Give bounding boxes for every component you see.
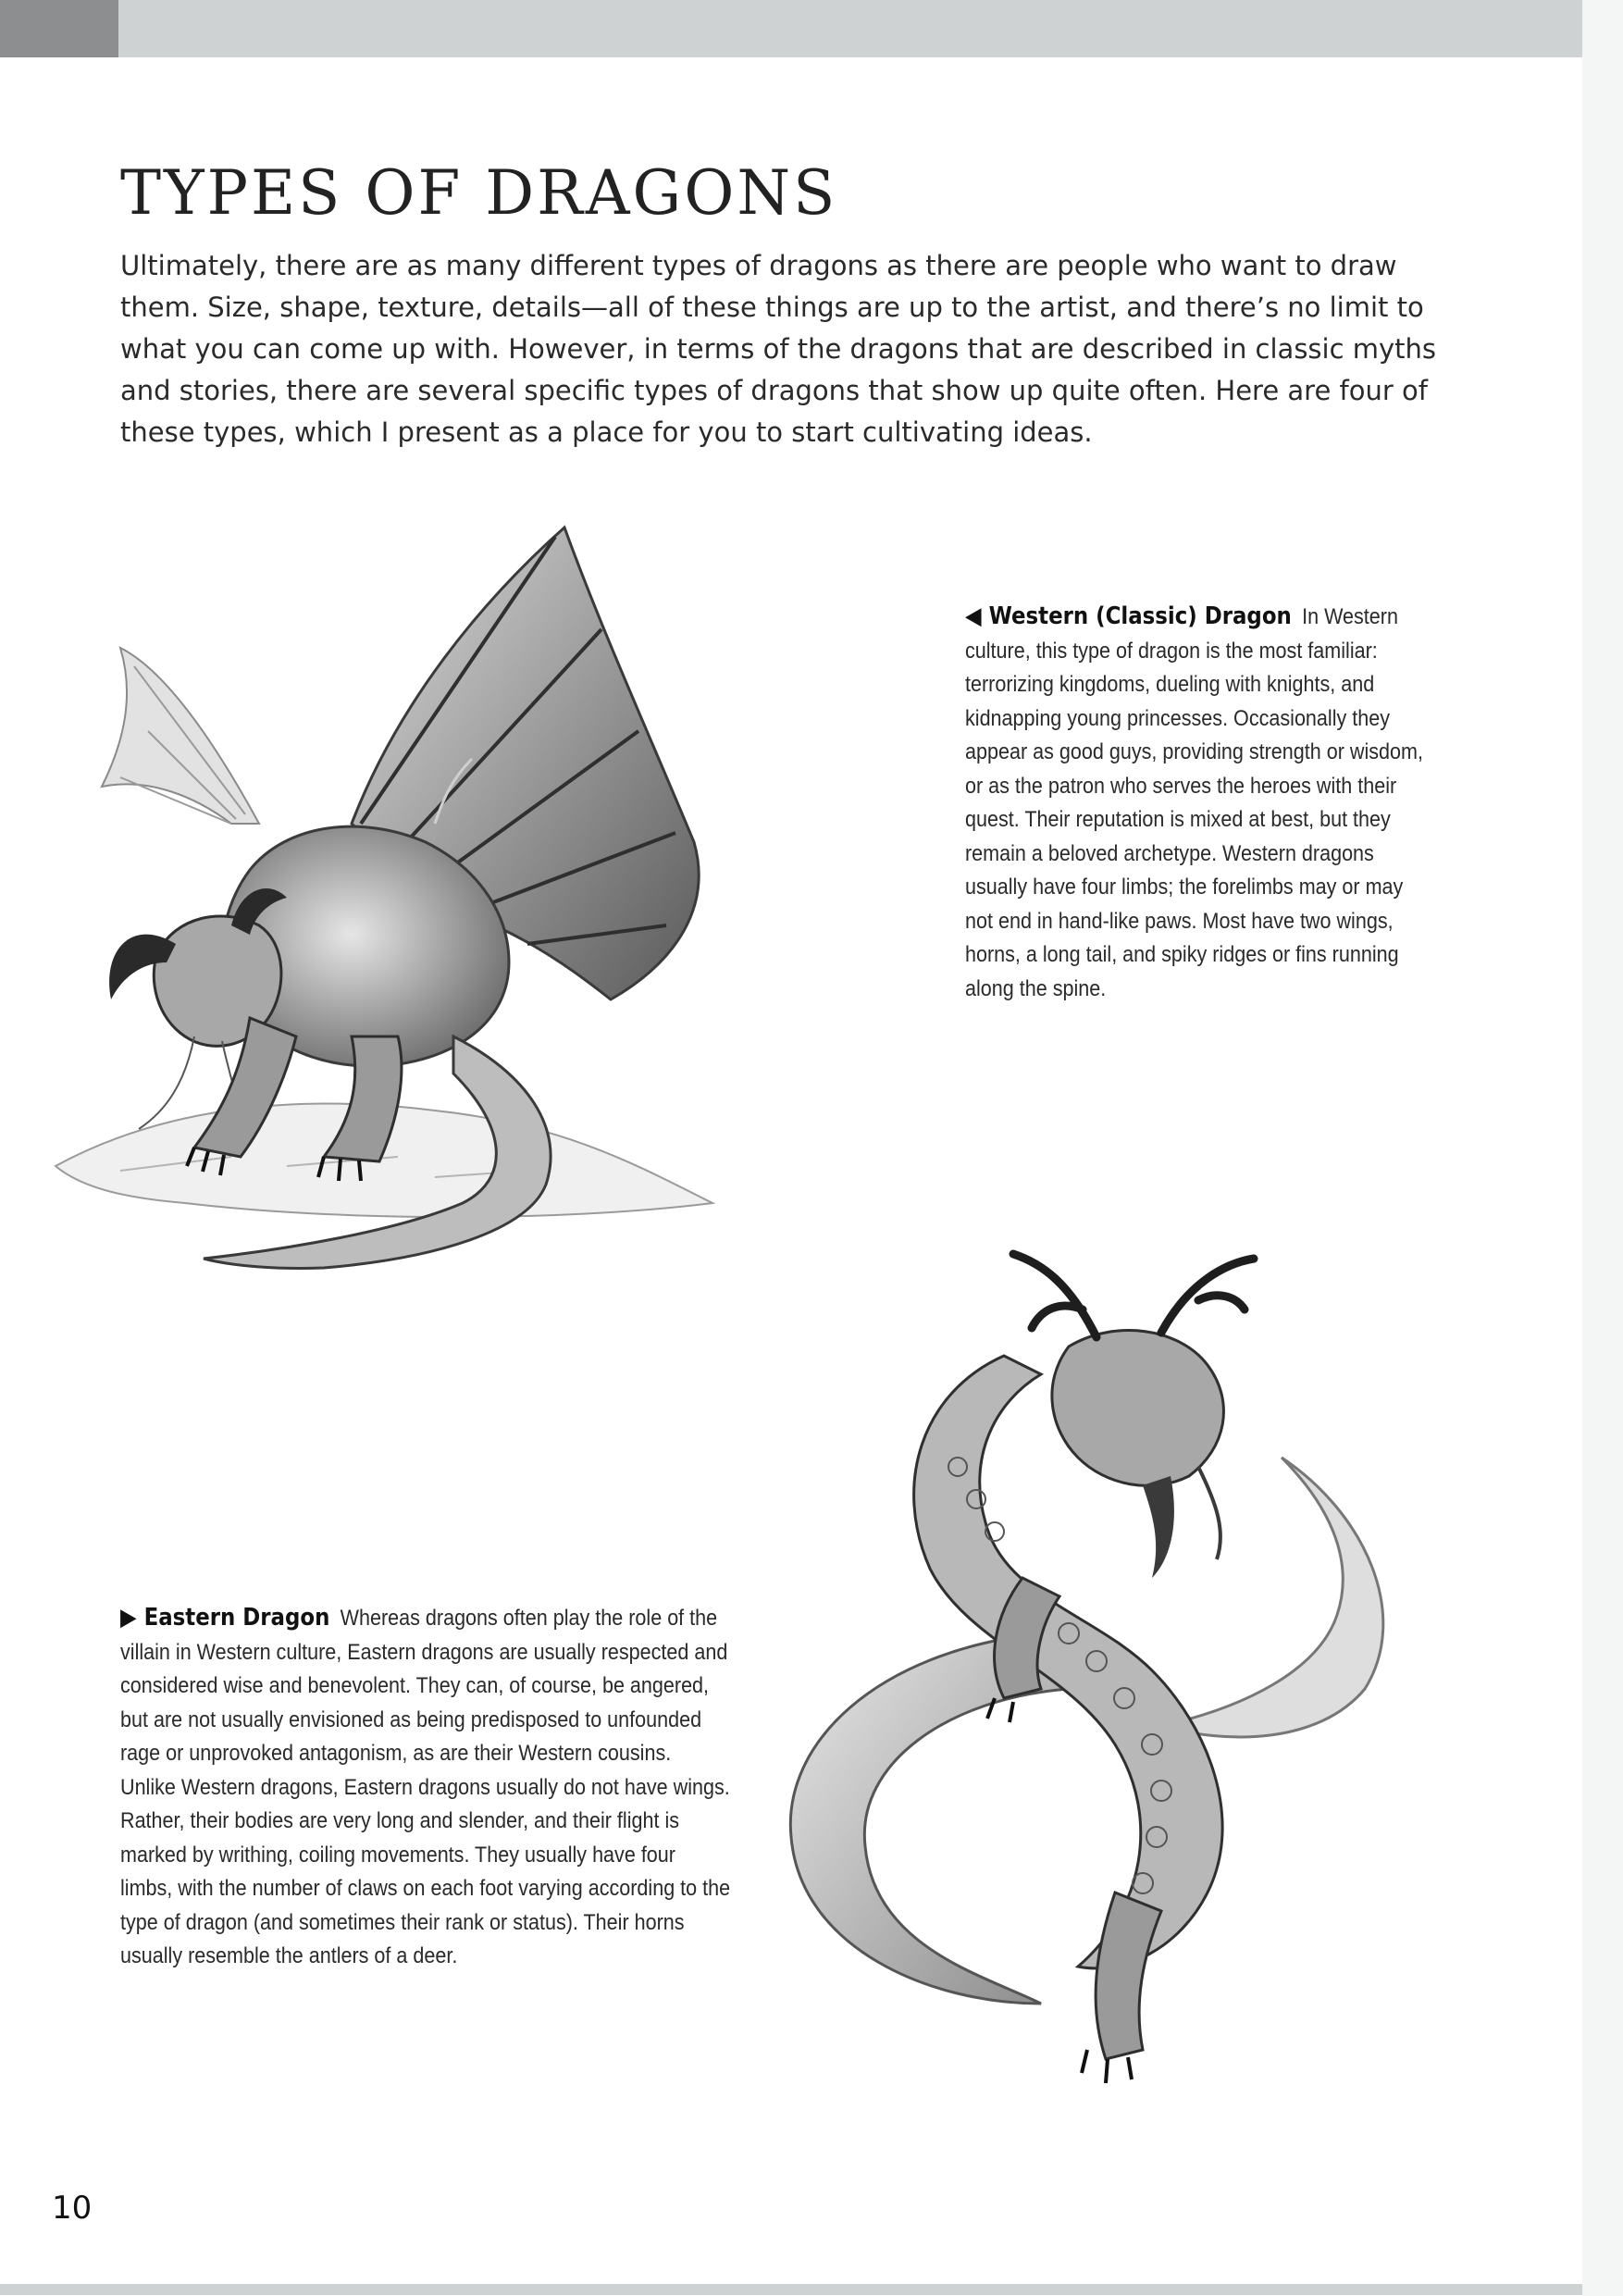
header-tab: [0, 0, 118, 57]
eastern-dragon-heading-text: Eastern Dragon: [143, 1604, 330, 1632]
western-dragon-caption: [965, 600, 1433, 1006]
eastern-dragon-heading: [120, 1604, 329, 1632]
left-arrow-icon: ◀: [965, 602, 982, 630]
right-arrow-icon: ▶: [120, 1604, 137, 1632]
western-dragon-heading-text: Western (Classic) Dragon: [988, 602, 1292, 630]
page-title: TYPES OF DRAGONS: [120, 157, 838, 229]
western-dragon-illustration: [46, 518, 981, 1286]
header-bar: [0, 0, 1582, 57]
eastern-dragon-caption: [120, 1601, 731, 1974]
page-number: 10: [52, 2190, 93, 2227]
page-edge-strip: [1582, 0, 1623, 2296]
western-dragon-body: In Western culture, this type of dragon is the most familiar: terrorizing kingdoms, dueling with knights, and kidnapping young princesses. Occasionally they appear as good guys, providing strength or wisdom, or as the patron who serves the heroes with their quest. Their reputation is mixed at best, but they remain a beloved archetype. Western dragons usually have four limbs; the forelimbs may or may not end in hand-like paws. Most have two wings, horns, a long tail, and spiky ridges or fins running along the spine.: [965, 604, 1423, 1001]
intro-paragraph: Ultimately, there are as many different types of dragons as there are people who want to draw them. Size, shape, texture, details—all of these things are up to the artist, and there’s no limit to what you can come up with. However, in terms of the dragons that are described in classic myths and stories, there are several specific types of dragons that show up quite often. Here are four of these types, which I present as a place for you to start cultivating ideas.: [120, 250, 1437, 448]
eastern-dragon-body: Whereas dragons often play the role of the villain in Western culture, Eastern dragons are usually respected and considered wise and benevolent. They can, of course, be angered, but are not usually envisioned as being predisposed to unfounded rage or unprovoked antagonism, as are their Western cousins. Unlike Western dragons, Eastern dragons usually do not have wings. Rather, their bodies are very long and slender, and their flight is marked by writhing, coiling movements. They usually have four limbs, with the number of claws on each foot varying according to the type of dragon (and sometimes their rank or status). Their horns usually resemble the antlers of a deer.: [120, 1606, 731, 1968]
footer-rule: [0, 2284, 1582, 2295]
western-dragon-heading: [965, 602, 1292, 630]
eastern-dragon-illustration: [763, 1245, 1467, 2161]
